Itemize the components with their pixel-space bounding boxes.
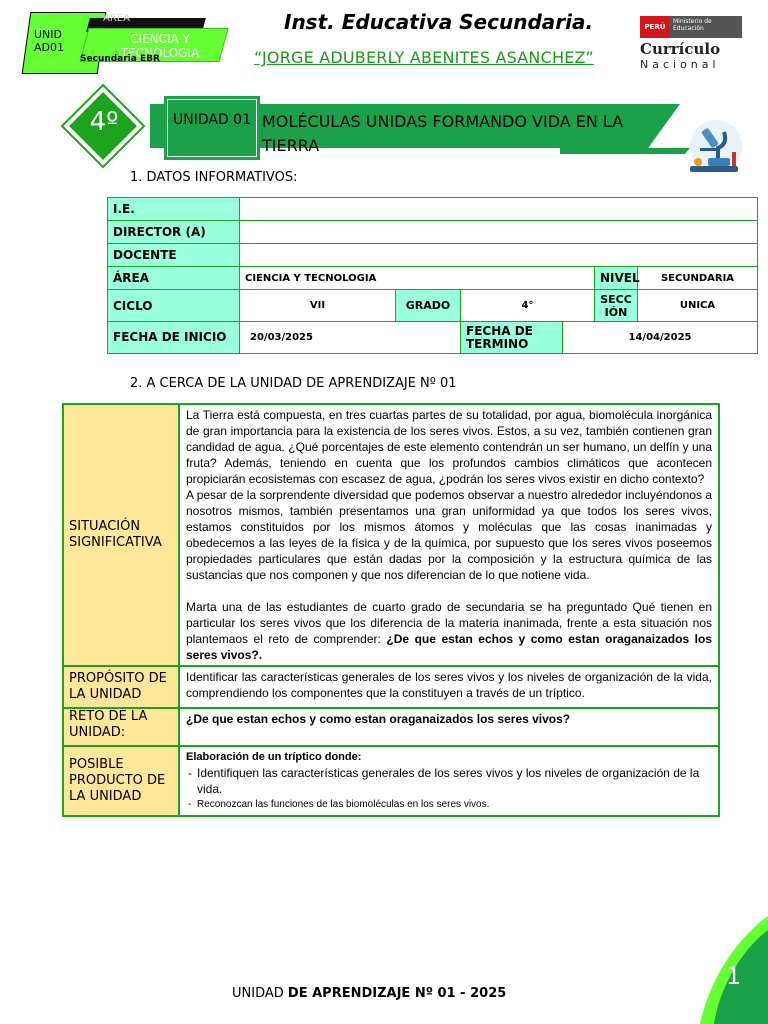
unit-banner-underline xyxy=(560,148,690,154)
fecha-inicio-value: 20/03/2025 xyxy=(240,322,461,354)
page-number: 1 xyxy=(726,962,742,990)
peru-label: PERÚ xyxy=(640,16,670,38)
fecha-termino-value: 14/04/2025 xyxy=(563,322,758,354)
ie-label: I.E. xyxy=(108,198,240,221)
fecha-inicio-label: FECHA DE INICIO xyxy=(108,322,240,354)
ministry-banner xyxy=(640,16,742,38)
area-value: CIENCIA Y TECNOLOGIA xyxy=(240,267,595,290)
section-title-datos: 1. DATOS INFORMATIVOS: xyxy=(130,170,298,185)
footer-text-bold: DE APRENDIZAJE Nº 01 - 2025 xyxy=(287,986,507,1001)
seccion-value: UNICA xyxy=(638,290,758,322)
institution-name: “JORGE ADUBERLY ABENITES ASANCHEZ” xyxy=(254,48,594,67)
ie-value xyxy=(240,198,758,221)
level-tag: Secundaria EBR xyxy=(80,54,160,64)
area-tag-label: ÁREA xyxy=(103,13,130,24)
section-title-unidad: 2. A CERCA DE LA UNIDAD DE APRENDIZAJE Nº 01 xyxy=(130,376,457,391)
table-row xyxy=(108,221,758,244)
ciclo-label: CICLO xyxy=(108,290,240,322)
unit-title: MOLÉCULAS UNIDAS FORMANDO VIDA EN LA TIERRA xyxy=(262,112,624,155)
situacion-paragraph-3-text: Marta una de las estudiantes de cuarto grado de secundaria se ha preguntado Qué tienen en particular los seres vivos que los diferencia de la materia inanimada, frente a esta situación nos plantemaos el reto de comprender: xyxy=(186,600,712,646)
table-row xyxy=(63,746,719,816)
situacion-paragraph-1: La Tierra está compuesta, en tres cuartas partes de su totalidad, por agua, biomolécula inorgánica de gran importancia para la existencia de los seres vivos. Estos, a su vez, también contienen gran candidad de agua. ¿Qué porcentajes de este elemento contendrán un ser humano, un delfín y una fruta? Además, teniendo en cuenta que los profundos cambios climáticos que acontecen propiciarán ecosistemas con escasez de agua, ¿podrán los seres vivos existir en dicho contexto? xyxy=(186,408,712,486)
grado-value: 4° xyxy=(461,290,595,322)
producto-text xyxy=(179,746,719,816)
table-row xyxy=(108,322,758,354)
table-row xyxy=(63,666,719,708)
reto-label: RETO DE LA UNIDAD: xyxy=(63,708,179,746)
seccion-label: SECCIÓN xyxy=(595,290,638,322)
datos-informativos-table xyxy=(107,197,758,354)
area-name-text: CIENCIA Y TECNOLOGIA xyxy=(120,32,200,60)
grado-label: GRADO xyxy=(396,290,461,322)
situacion-label: SITUACIÓN SIGNIFICATIVA xyxy=(63,404,179,666)
docente-value xyxy=(240,244,758,267)
proposito-label: PROPÓSITO DE LA UNIDAD xyxy=(63,666,179,708)
table-row xyxy=(108,244,758,267)
director-value xyxy=(240,221,758,244)
producto-list xyxy=(186,765,712,813)
situacion-paragraph-3-question: ¿De que estan echos y como estan oraganaizados los seres vivos?. xyxy=(186,632,712,662)
curriculo-nacional-logo xyxy=(636,14,744,74)
area-label: ÁREA xyxy=(108,267,240,290)
table-row xyxy=(108,267,758,290)
table-row xyxy=(108,198,758,221)
director-label: DIRECTOR (A) xyxy=(108,221,240,244)
table-row xyxy=(63,404,719,666)
unit-tag-text: UNID AD01 xyxy=(34,28,64,54)
list-item: - Reconozcan las funciones de las biomoléculas en los seres vivos. xyxy=(186,797,712,813)
unidad-table xyxy=(62,403,720,817)
nivel-label: NIVEL xyxy=(595,267,638,290)
footer-text xyxy=(232,986,506,1001)
situacion-paragraph-2: A pesar de la sorprendente diversidad que podemos observar a nuestro alrededor incluyéndonos a nosotros mismos, también presentamos una gran uniformidad ya que todos los seres vivos, estamos constituidos por los mismos átomos y moléculas que las cosas inanimadas y obedecemos a las leyes de la física y de la química, por supuesto que los seres vivos poseemos propiedades particulares que están dadas por la composición y la estructura química de las sustancias que nos componen y que nos diferencian de lo que notiene vida. xyxy=(186,488,712,582)
unit-number-label: UNIDAD 01 xyxy=(168,100,256,156)
table-row xyxy=(63,708,719,746)
producto-heading: Elaboración de un tríptico donde: xyxy=(186,751,362,763)
situacion-text xyxy=(179,404,719,666)
microscope-icon xyxy=(684,118,744,176)
list-item: - Identifiquen las características generales de los seres vivos y los niveles de organización de la vida. xyxy=(186,765,712,797)
grade-number: 4º xyxy=(89,107,119,137)
footer-text-normal: UNIDAD xyxy=(232,986,288,1001)
producto-label: POSIBLE PRODUCTO DE LA UNIDAD xyxy=(63,746,179,816)
proposito-text: Identificar las características generales de los seres vivos y los niveles de organización de la vida, comprendiendo los componentes que la constituyen a través de un tríptico. xyxy=(179,666,719,708)
logo-word-nacional: Nacional xyxy=(640,58,720,71)
reto-text: ¿De que estan echos y como estan oraganaizados los seres vivos? xyxy=(179,708,719,746)
ciclo-value: VII xyxy=(240,290,396,322)
nivel-value: SECUNDARIA xyxy=(638,267,758,290)
logo-word-curriculo: Currículo xyxy=(640,40,721,58)
situacion-paragraph-3 xyxy=(186,599,712,663)
docente-label: DOCENTE xyxy=(108,244,240,267)
institution-type: Inst. Educativa Secundaria. xyxy=(284,10,594,34)
table-row xyxy=(108,290,758,322)
ministry-label: Ministerio de Educación xyxy=(670,16,742,38)
fecha-termino-label: FECHA DE TERMINO xyxy=(461,322,563,354)
